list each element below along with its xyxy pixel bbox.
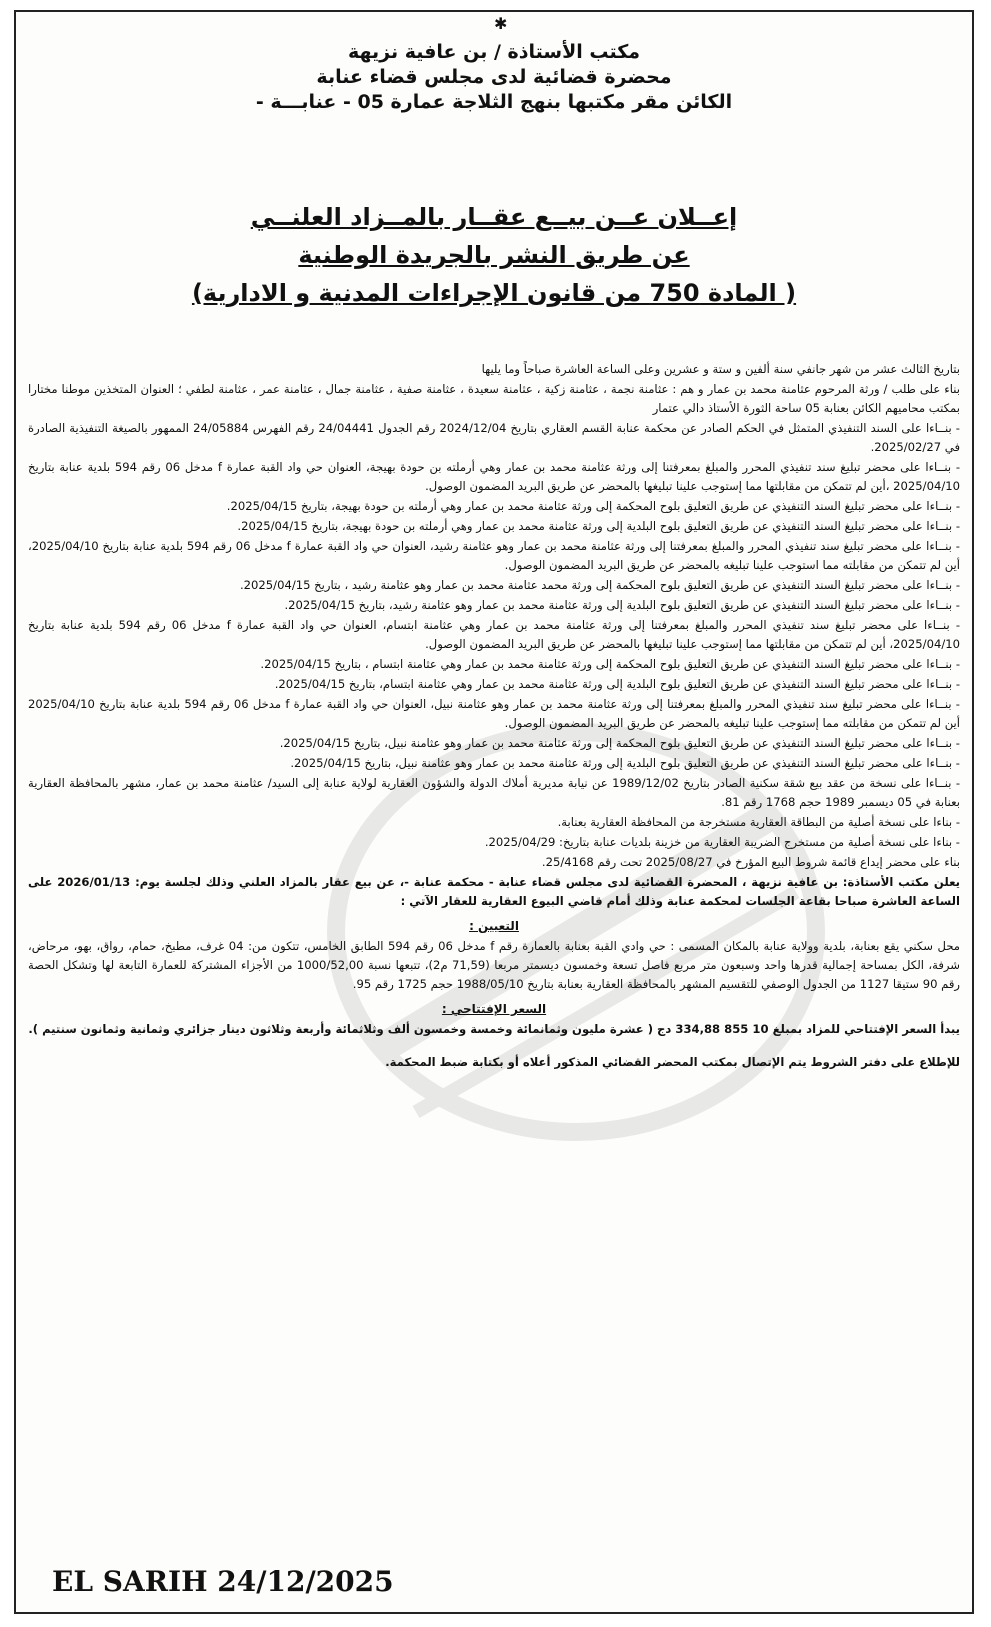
announcement-title xyxy=(28,198,960,312)
paragraph: - بنــاءا على محضر تبليغ سند تنفيذي المحرر والمبلغ بمعرفتنا إلى ورثة عثامنة محمد بن عمار وهو عثامنة نبيل، العنوان حي واد القبة عمارة f مدخل 06 رقم 594 بلدية عنابة بتاريخ 2025/04/10 أين لم تتمكن من مقابلته مما إستوجب علينا تبليغه بالمحضر عن طريق البريد المضمون الوصول. xyxy=(28,697,960,730)
paragraph: - بناءا على نسخة أصلية من البطاقة العقارية مستخرجة من المحافظة العقارية بعنابة. xyxy=(557,815,960,829)
paragraph: - بنــاءا على محضر تبليغ سند تنفيذي المحرر والمبلغ بمعرفتنا إلى ورثة عثامنة محمد بن عمار وهي عثامنة ابتسام، العنوان حي واد القبة عمارة f مدخل 06 رقم 594 بلدية عنابة بتاريخ 2025/04/10، أين لم تتمكن من مقابلتها مما إستوجب علينا تبليغها بالمحضر عن طريق البريد المضمون الوصول. xyxy=(28,618,960,651)
paragraph: - بنــاءا على محضر تبليغ السند التنفيذي عن طريق التعليق بلوح البلدية إلى ورثة عثامنة محمد بن عمار وهي عثامنة ابتسام، بتاريخ 2025/04/15. xyxy=(274,677,960,691)
paragraph: بناء على طلب / ورثة المرحوم عثامنة محمد بن عمار و هم : عثامنة نجمة ، عثامنة زكية ، عثامنة سعيدة ، عثامنة صفية ، عثامنة جمال ، عثامنة عمر ، عثامنة لطفي ؛ العنوان المتخذين موطنا مختارا بمكتب محاميهم الكائن بعنابة 05 ساحة الثورة الأستاذ دالي عتمار xyxy=(28,382,960,415)
title-line-1: إعــلان عــن بيــع عقــار بالمــزاد العلنــي xyxy=(250,203,738,231)
paragraph: - بنــاءا على نسخة من عقد بيع شقة سكنية الصادر بتاريخ 1989/12/02 عن نيابة مديرية أملاك الدولة والشؤون العقارية لولاية عنابة إلى السيد/ عثامنة محمد بن عمار، مشهر بالمحافظة العقارية بعنابة في 05 ديسمبر 1989 حجم 1768 رقم 81. xyxy=(28,776,961,809)
paragraph: يعلن مكتب الأستاذة: بن عافية نزيهة ، المحضرة القضائية لدى مجلس قضاء عنابة - محكمة عنابة -، عن بيع عقار بالمزاد العلني وذلك لجلسة يوم: 2026/01/13 على الساعة العاشرة صباحا بقاعة الجلسات لمحكمة عنابة وذلك أمام قاضي البيوع العقارية للعقار الآتي : xyxy=(28,875,960,908)
title-line-3: ( المادة 750 من قانون الإجراءات المدنية و الادارية) xyxy=(191,279,797,307)
announcement-sheet xyxy=(14,10,974,1614)
paragraph: بناء على محضر إيداع قائمة شروط البيع المؤرخ في 2025/08/27 تحت رقم 25/4168. xyxy=(541,855,960,869)
paragraph: - بنــاءا على محضر تبليغ السند التنفيذي عن طريق التعليق بلوح البلدية إلى ورثة عثامنة محمد بن عمار وهو عثامنة رشيد، بتاريخ 2025/04/15. xyxy=(284,598,960,612)
closing-note: للإطلاع على دفتر الشروط يتم الإتصال بمكتب المحضر القضائي المذكور أعلاه أو بكتابة ضبط المحكمة. xyxy=(385,1055,960,1069)
price-text: يبدأ السعر الإفتتاحي للمزاد بمبلغ 10 855 334,88 دج ( عشرة مليون وثمانمائة وخمسة وخمسون ألف وثلاثمائة وأربعة وثلاثون دينار جزائري وثمانية وثمانون سنتيم ). xyxy=(28,1022,960,1036)
office-address: الكائن مقر مكتبها بنهج الثلاجة عمارة 05 - عنابـــة - xyxy=(255,91,733,113)
corner-mark: ✱ xyxy=(494,14,508,33)
paragraph: - بنــاءا على محضر تبليغ السند التنفيذي عن طريق التعليق بلوح المحكمة إلى ورثة عثامنة محمد بن عمار وهي أرملته بن حودة بهيجة، بتاريخ 2025/04/15. xyxy=(226,499,960,513)
paragraph: - بنــاءا على محضر تبليغ السند التنفيذي عن طريق التعليق بلوح البلدية إلى ورثة عثامنة محمد بن عمار وهو عثامنة نبيل، بتاريخ 2025/04/15. xyxy=(290,756,960,770)
title-line-2: عن طريق النشر بالجريدة الوطنية xyxy=(298,241,690,269)
office-header xyxy=(28,40,960,115)
price-heading: السعر الإفتتاحي : xyxy=(441,1002,547,1016)
paragraph: - بنــاءا على محضر تبليغ السند التنفيذي عن طريق التعليق بلوح المحكمة إلى ورثة عثامنة محمد بن عمار وهي عثامنة ابتسام ، بتاريخ 2025/04/15. xyxy=(260,657,960,671)
office-name: مكتب الأستاذة / بن عافية نزيهة xyxy=(347,41,641,63)
publication-footer: EL SARIH 24/12/2025 xyxy=(52,1565,394,1598)
announcement-body xyxy=(28,360,960,1073)
designation-text: محل سكني يقع بعنابة، بلدية وولاية عنابة بالمكان المسمى : حي وادي القبة بعنابة بالعمارة رقم f مدخل 06 رقم 594 الطابق الخامس، تتكون من: 04 غرف، مطبخ، حمام، رواق، بهو، مرحاض، شرفة، الكل بمساحة إجمالية قدرها واحد وسبعون متر مربع فاصل تسعة وخمسون ديسمتر مربعا (71,59 م2)، تتبعها نسبة 1000/52,00 من الأجزاء المشتركة للعمارة التابعة لها وتشكل الحصة رقم 90 ستيقا 1127 من الجدول الوصفي للتقسيم المشهر بالمحافظة العقارية بعنابة بتاريخ 1988/05/10 حجم 1725 رقم 95. xyxy=(28,939,961,991)
paragraph: - بنــاءا على محضر تبليغ السند التنفيذي عن طريق التعليق بلوح المحكمة إلى ورثة عثامنة محمد بن عمار وهو عثامنة نبيل، بتاريخ 2025/04/15. xyxy=(279,736,960,750)
designation-heading: التعيين : xyxy=(469,919,519,933)
paragraph: - بنــاءا على محضر تبليغ السند التنفيذي عن طريق التعليق بلوح البلدية إلى ورثة عثامنة محمد بن عمار وهي أرملته بن حودة بهيجة، بتاريخ 2025/04/15. xyxy=(237,519,960,533)
paragraph: - بنــاءا على محضر تبليغ سند تنفيذي المحرر والمبلغ بمعرفتنا إلى ورثة عثامنة محمد بن عمار وهو عثامنة رشيد، العنوان حي واد القبة عمارة f مدخل 06 رقم 594 بلدية عنابة بتاريخ 2025/04/10، أين لم تتمكن من مقابلته مما استوجب علينا تبليغه بالمحضر عن طريق البريد المضمون الوصول. xyxy=(28,539,960,572)
paragraph: - بنــاءا على محضر تبليغ السند التنفيذي عن طريق التعليق بلوح المحكمة إلى ورثة محمد عثامنة محمد بن عمار وهو عثامنة رشيد ، بتاريخ 2025/04/15. xyxy=(239,578,960,592)
paragraph: - بناءا على نسخة أصلية من مستخرج الضريبة العقارية من خزينة بلديات عنابة بتاريخ: 2025/04/29. xyxy=(484,835,960,849)
paragraph: - بنــاءا على السند التنفيذي المتمثل في الحكم الصادر عن محكمة عنابة القسم العقاري بتاريخ 2024/12/04 رقم الجدول 24/04441 رقم الفهرس 24/05884 الممهور بالصيغة التنفيذية الصادرة في 2025/02/27. xyxy=(28,421,960,454)
paragraph: بتاريخ الثالث عشر من شهر جانفي سنة ألفين و ستة و عشرين وعلى الساعة العاشرة صباحاً وما يليها xyxy=(481,362,960,376)
office-role: محضرة قضائية لدى مجلس قضاء عنابة xyxy=(316,66,672,88)
paragraph: - بنــاءا على محضر تبليغ سند تنفيذي المحرر والمبلغ بمعرفتنا إلى ورثة عثامنة محمد بن عمار وهي أرملته بن حودة بهيجة، العنوان حي واد القبة عمارة f مدخل 06 رقم 594 بلدية عنابة بتاريخ 2025/04/10 ،أين لم تتمكن من مقابلتها مما إستوجب علينا تبليغها بالمحضر عن طريق البريد المضمون الوصول. xyxy=(28,460,961,493)
